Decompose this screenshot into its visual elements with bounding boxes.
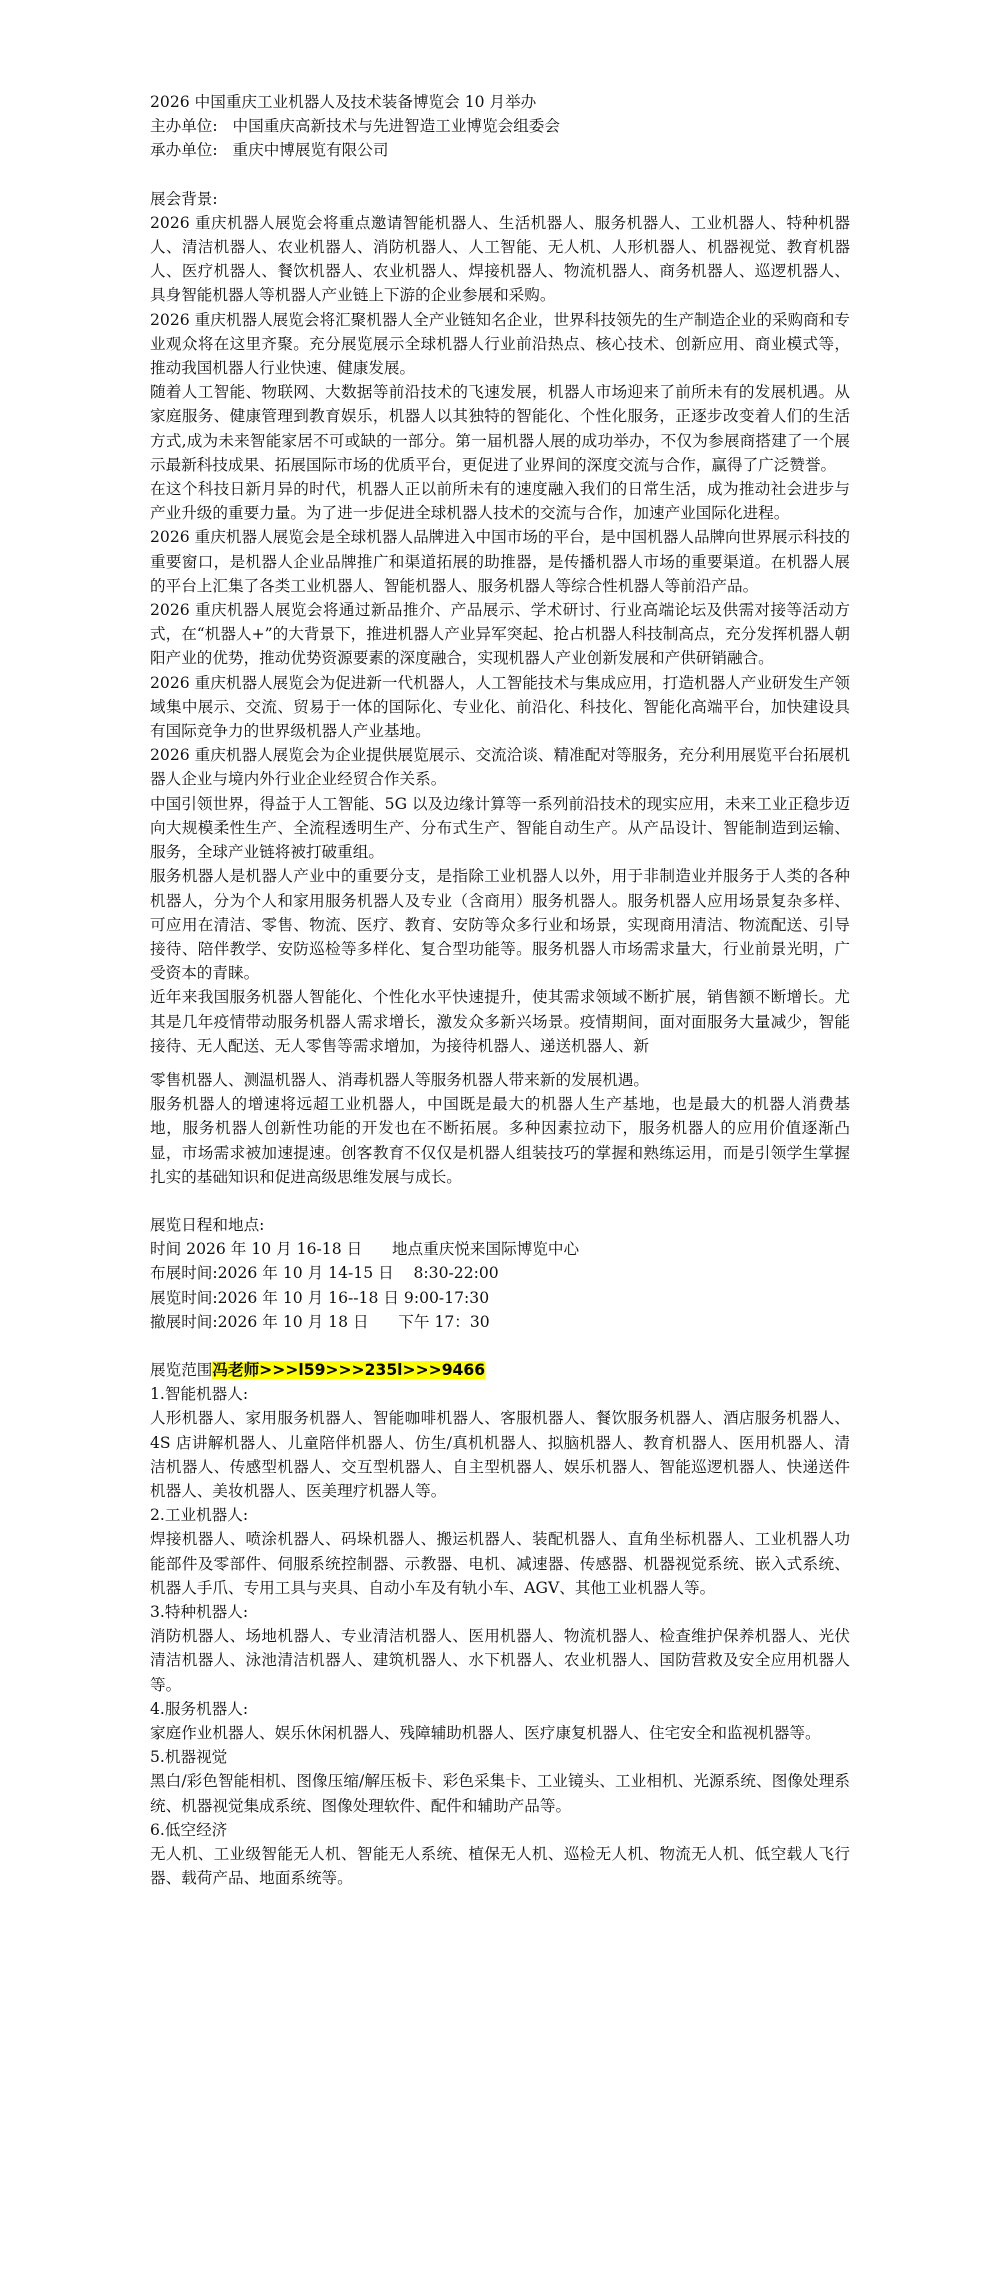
background-paragraph-9: 中国引领世界，得益于人工智能、5G 以及边缘计算等一系列前沿技术的现实应用，未来工业正稳步迈向大规模柔性生产、全流程透明生产、分布式生产、智能自动生产。从产品设计、智能制造到运输、服务，全球产业链将被打破重组。 <box>150 794 850 862</box>
category-title-1: 1.智能机器人: <box>150 1385 249 1404</box>
undertaker-line <box>150 138 850 162</box>
background-paragraph-10: 服务机器人是机器人产业中的重要分支，是指除工业机器人以外，用于非制造业并服务于人类的各种机器人，分为个人和家用服务机器人及专业（含商用）服务机器人。服务机器人应用场景复杂多样、可应用在清洁、零售、物流、医疗、教育、安防等众多行业和场景，实现商用清洁、物流配送、引导接待、陪伴教学、安防巡检等多样化、复合型功能等。服务机器人市场需求量大，行业前景光明，广受资本的青睐。 <box>150 867 850 983</box>
schedule-time-location-row <box>150 1237 850 1261</box>
document-title: 2026 中国重庆工业机器人及技术装备博览会 10 月举办 <box>150 93 537 111</box>
background-heading: 展会背景: <box>150 189 218 208</box>
scope-heading-row <box>150 1358 850 1382</box>
category-title-6: 6.低空经济 <box>150 1820 228 1839</box>
schedule-setup: 布展时间:2026 年 10 月 14-15 日 8:30-22:00 <box>150 1264 499 1283</box>
category-body-5: 黑白/彩色智能相机、图像压缩/解压板卡、彩色采集卡、工业镜头、工业相机、光源系统、图像处理系统、机器视觉集成系统、图像处理软件、配件和辅助产品等。 <box>150 1772 850 1815</box>
category-body-1: 人形机器人、家用服务机器人、智能咖啡机器人、客服机器人、餐饮服务机器人、酒店服务机器人、4S 店讲解机器人、儿童陪伴机器人、仿生/真机机器人、拟脑机器人、教育机器人、医用机器人、清洁机器人、传感型机器人、交互型机器人、自主型机器人、娱乐机器人、智能巡逻机器人、快递送件机器人、美妆机器人、医美理疗机器人等。 <box>150 1409 850 1500</box>
category-body-2: 焊接机器人、喷涂机器人、码垛机器人、搬运机器人、装配机器人、直角坐标机器人、工业机器人功能部件及零部件、伺服系统控制器、示教器、电机、减速器、传感器、机器视觉系统、嵌入式系统、机器人手爪、专用工具与夹具、自动小车及有轨小车、AGV、其他工业机器人等。 <box>150 1530 850 1597</box>
background-paragraph-3: 随着人工智能、物联网、大数据等前沿技术的飞速发展，机器人市场迎来了前所未有的发展机遇。从家庭服务、健康管理到教育娱乐，机器人以其独特的智能化、个性化服务，正逐步改变着人们的生活方式,成为未来智能家居不可或缺的一部分。第一届机器人展的成功举办，不仅为参展商搭建了一个展示最新科技成果、拓展国际市场的优质平台，更促进了业界间的深度交流与合作，赢得了广泛赞誉。 <box>150 383 850 474</box>
category-title-3: 3.特种机器人: <box>150 1602 249 1621</box>
category-body-4: 家庭作业机器人、娱乐休闲机器人、残障辅助机器人、医疗康复机器人、住宅安全和监视机器等。 <box>150 1724 821 1742</box>
background-paragraph-5: 2026 重庆机器人展览会是全球机器人品牌进入中国市场的平台，是中国机器人品牌向世界展示科技的重要窗口，是机器人企业品牌推广和渠道拓展的助推器，是传播机器人市场的重要渠道。在机器人展的平台上汇集了各类工业机器人、智能机器人、服务机器人等综合性机器人等前沿产品。 <box>150 528 850 595</box>
category-body-3: 消防机器人、场地机器人、专业清洁机器人、医用机器人、物流机器人、检查维护保养机器人、光伏清洁机器人、泳池清洁机器人、建筑机器人、水下机器人、农业机器人、国防营救及安全应用机器人等。 <box>150 1627 850 1694</box>
undertaker-label: 承办单位: <box>150 141 218 160</box>
spacer <box>150 163 850 187</box>
schedule-exhibit: 展览时间:2026 年 10 月 16--18 日 9:00-17:30 <box>150 1288 490 1307</box>
background-paragraph-11: 近年来我国服务机器人智能化、个性化水平快速提升，使其需求领域不断扩展，销售额不断增长。尤其是几年疫情带动服务机器人需求增长，激发众多新兴场景。疫情期间，面对面服务大量减少，智能接待、无人配送、无人零售等需求增加，为接待机器人、递送机器人、新 <box>150 988 850 1055</box>
organizer-name: 中国重庆高新技术与先进智造工业博览会组委会 <box>232 117 560 136</box>
category-title-2: 2.工业机器人: <box>150 1506 249 1525</box>
background-paragraph-8: 2026 重庆机器人展览会为企业提供展览展示、交流洽谈、精准配对等服务，充分利用展览平台拓展机器人企业与境内外行业企业经贸合作关系。 <box>150 746 850 789</box>
schedule-location: 地点重庆悦来国际博览中心 <box>391 1240 580 1259</box>
background-paragraph-2: 2026 重庆机器人展览会将汇聚机器人全产业链知名企业，世界科技领先的生产制造企业的采购商和专业观众将在这里齐聚。充分展览展示全球机器人行业前沿热点、核心技术、创新应用、商业模式等，推动我国机器人行业快速、健康发展。 <box>150 310 850 378</box>
background-paragraph-13: 服务机器人的增速将远超工业机器人，中国既是最大的机器人生产基地，也是最大的机器人消费基地，服务机器人创新性功能的开发也在不断拓展。多种因素拉动下，服务机器人的应用价值逐渐凸显，市场需求被加速提速。创客教育不仅仅是机器人组装技巧的掌握和熟练运用，而是引领学生掌握扎实的基础知识和促进高级思维发展与成长。 <box>150 1095 850 1186</box>
document-body <box>150 90 850 1890</box>
spacer <box>150 1334 850 1358</box>
schedule-heading: 展览日程和地点: <box>150 1215 265 1234</box>
category-body-6: 无人机、工业级智能无人机、智能无人系统、植保无人机、巡检无人机、物流无人机、低空载人飞行器、载荷产品、地面系统等。 <box>150 1845 850 1888</box>
contact-highlight: 冯老师>>>l59>>>235l>>>9466 <box>212 1360 486 1379</box>
background-paragraph-12: 零售机器人、测温机器人、消毒机器人等服务机器人带来新的发展机遇。 <box>150 1070 650 1089</box>
schedule-teardown: 撤展时间:2026 年 10 月 18 日 下午 17：30 <box>150 1312 490 1331</box>
background-paragraph-4: 在这个科技日新月异的时代，机器人正以前所未有的速度融入我们的日常生活，成为推动社会进步与产业升级的重要力量。为了进一步促进全球机器人技术的交流与合作，加速产业国际化进程。 <box>150 480 850 523</box>
schedule-time: 时间 2026 年 10 月 16-18 日 <box>150 1240 363 1259</box>
scope-heading: 展览范围 <box>150 1360 213 1379</box>
background-paragraph-1: 2026 重庆机器人展览会将重点邀请智能机器人、生活机器人、服务机器人、工业机器人、特种机器人、清洁机器人、农业机器人、消防机器人、人工智能、无人机、人形机器人、机器视觉、教育机器人、医疗机器人、餐饮机器人、农业机器人、焊接机器人、物流机器人、商务机器人、巡逻机器人、具身智能机器人等机器人产业链上下游的企业参展和采购。 <box>150 213 850 305</box>
spacer <box>150 1189 850 1213</box>
category-title-4: 4.服务机器人: <box>150 1699 249 1718</box>
background-paragraph-7: 2026 重庆机器人展览会为促进新一代机器人，人工智能技术与集成应用，打造机器人产业研发生产领域集中展示、交流、贸易于一体的国际化、专业化、前沿化、科技化、智能化高端平台，加快建设具有国际竞争力的世界级机器人产业基地。 <box>150 673 850 741</box>
undertaker-name: 重庆中博展览有限公司 <box>232 141 389 160</box>
background-paragraph-6: 2026 重庆机器人展览会将通过新品推介、产品展示、学术研讨、行业高端论坛及供需对接等活动方式，在“机器人+”的大背景下，推进机器人产业异军突起、抢占机器人科技制高点，充分发挥机器人朝阳产业的优势，推动优势资源要素的深度融合，实现机器人产业创新发展和产供研销融合。 <box>150 601 850 668</box>
organizer-label: 主办单位: <box>150 117 218 136</box>
category-title-5: 5.机器视觉 <box>150 1748 228 1767</box>
organizer-line <box>150 114 850 138</box>
